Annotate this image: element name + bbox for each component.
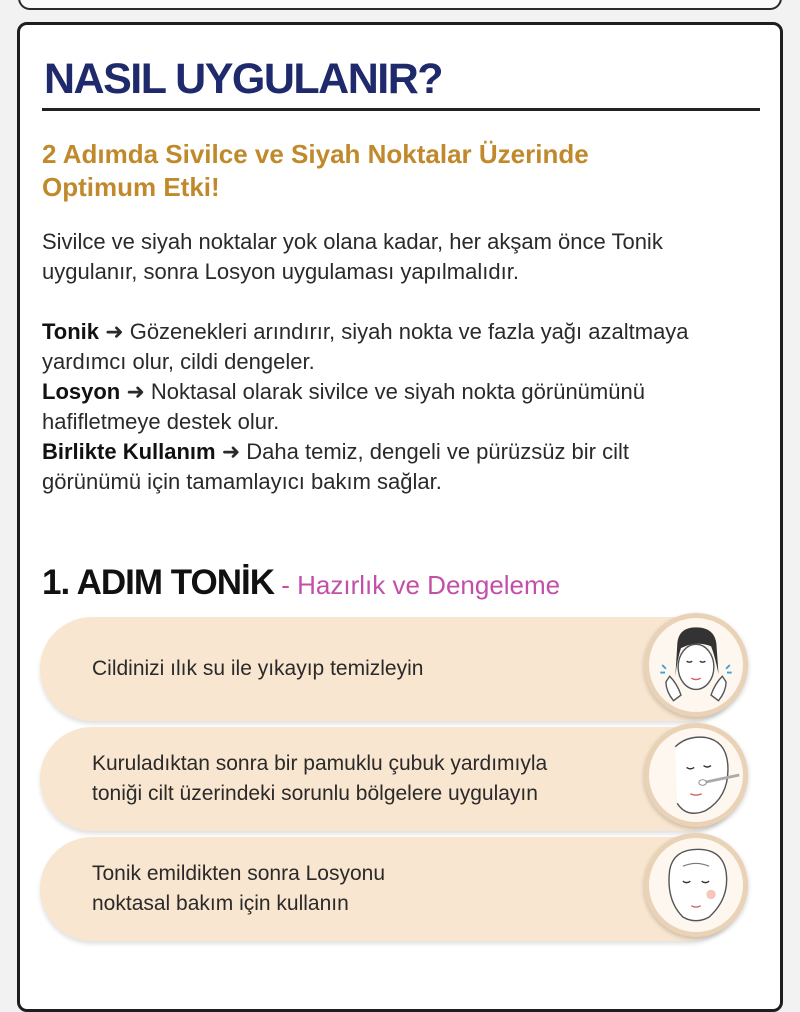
benefit-losyon: Losyon ➜ Noktasal olarak sivilce ve siyah nokta görünümünü hafifletmeye destek olur. bbox=[42, 379, 645, 434]
step-title: 1. ADIM TONİK bbox=[42, 563, 275, 602]
benefit-label: Tonik bbox=[42, 319, 100, 344]
title-divider bbox=[42, 108, 760, 111]
arrow-icon: ➜ bbox=[126, 379, 145, 404]
how-to-use-card bbox=[17, 22, 783, 1012]
page-title: NASIL UYGULANIR? bbox=[44, 55, 443, 103]
intro-text: Sivilce ve siyah noktalar yok olana kadar, her akşam önce Tonik uygulanır, sonra Losyon uygulaması yapılmalıdır. bbox=[42, 229, 663, 284]
arrow-icon: ➜ bbox=[221, 439, 241, 464]
benefits-list bbox=[42, 317, 762, 497]
step-heading bbox=[42, 563, 560, 603]
previous-card-edge bbox=[18, 0, 782, 10]
benefit-label: Losyon bbox=[42, 379, 121, 404]
instruction-step-1: Cildinizi ılık su ile yıkayıp temizleyin bbox=[40, 617, 740, 721]
face-washing-icon bbox=[644, 613, 748, 717]
step-subtitle: - Hazırlık ve Dengeleme bbox=[274, 570, 561, 600]
instruction-step-2: Kuruladıktan sonra bir pamuklu çubuk yardımıyla toniği cilt üzerindeki sorunlu bölgelere uygulayın bbox=[40, 727, 740, 831]
cotton-swab-face-icon bbox=[644, 723, 748, 827]
benefit-tonik: Tonik ➜ Gözenekleri arındırır, siyah nokta ve fazla yağı azaltmaya yardımcı olur, cildi dengeler. bbox=[42, 319, 689, 374]
benefit-label: Birlikte Kullanım bbox=[42, 439, 216, 464]
arrow-icon: ➜ bbox=[105, 319, 124, 344]
benefit-combined: Birlikte Kullanım ➜ Daha temiz, dengeli ve pürüzsüz bir cilt görünümü için tamamlayıcı bakım sağlar. bbox=[42, 439, 630, 494]
instruction-step-3: Tonik emildikten sonra Losyonu noktasal bakım için kullanın bbox=[40, 837, 740, 941]
section-subtitle: 2 Adımda Sivilce ve Siyah Noktalar Üzerinde Optimum Etki! bbox=[42, 139, 589, 202]
face-spot-icon bbox=[644, 833, 748, 937]
